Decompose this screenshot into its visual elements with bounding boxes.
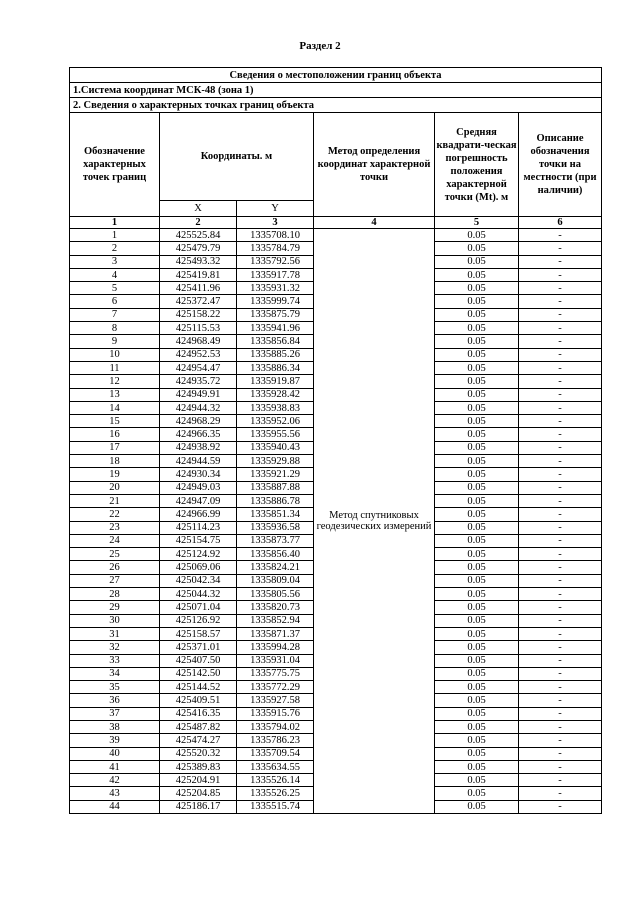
point-number: 10 bbox=[70, 348, 160, 361]
description: - bbox=[519, 348, 602, 361]
coord-x: 424954.47 bbox=[160, 361, 237, 374]
accuracy: 0.05 bbox=[435, 481, 519, 494]
coord-y: 1335772.29 bbox=[237, 681, 314, 694]
accuracy: 0.05 bbox=[435, 308, 519, 321]
point-number: 39 bbox=[70, 734, 160, 747]
accuracy: 0.05 bbox=[435, 348, 519, 361]
point-number: 8 bbox=[70, 322, 160, 335]
point-number: 16 bbox=[70, 428, 160, 441]
coord-y: 1335917.78 bbox=[237, 268, 314, 281]
boundary-points-table bbox=[69, 67, 602, 814]
coord-x: 425042.34 bbox=[160, 574, 237, 587]
description: - bbox=[519, 481, 602, 494]
header-point: Обозначение характерных точек границ bbox=[70, 113, 160, 217]
description: - bbox=[519, 747, 602, 760]
coord-system-label: 1.Система координат МСК-48 (зона 1) bbox=[70, 83, 602, 98]
coord-y: 1335929.88 bbox=[237, 455, 314, 468]
coord-y: 1335820.73 bbox=[237, 601, 314, 614]
coord-x: 425372.47 bbox=[160, 295, 237, 308]
description: - bbox=[519, 255, 602, 268]
coord-x: 425158.22 bbox=[160, 308, 237, 321]
accuracy: 0.05 bbox=[435, 681, 519, 694]
column-number: 4 bbox=[314, 217, 435, 229]
description: - bbox=[519, 335, 602, 348]
header-y: Y bbox=[237, 201, 314, 217]
accuracy: 0.05 bbox=[435, 667, 519, 680]
description: - bbox=[519, 401, 602, 414]
description: - bbox=[519, 654, 602, 667]
point-number: 13 bbox=[70, 388, 160, 401]
coord-y: 1335875.79 bbox=[237, 308, 314, 321]
accuracy: 0.05 bbox=[435, 561, 519, 574]
coord-x: 424966.35 bbox=[160, 428, 237, 441]
coord-y: 1335871.37 bbox=[237, 627, 314, 640]
description: - bbox=[519, 375, 602, 388]
coord-x: 424947.09 bbox=[160, 494, 237, 507]
description: - bbox=[519, 455, 602, 468]
point-number: 3 bbox=[70, 255, 160, 268]
point-number: 9 bbox=[70, 335, 160, 348]
coord-y: 1335708.10 bbox=[237, 229, 314, 242]
point-number: 15 bbox=[70, 415, 160, 428]
coord-x: 424968.49 bbox=[160, 335, 237, 348]
column-number: 1 bbox=[70, 217, 160, 229]
accuracy: 0.05 bbox=[435, 494, 519, 507]
coord-y: 1335885.26 bbox=[237, 348, 314, 361]
coord-x: 424952.53 bbox=[160, 348, 237, 361]
coord-x: 425419.81 bbox=[160, 268, 237, 281]
coord-y: 1335852.94 bbox=[237, 614, 314, 627]
point-number: 20 bbox=[70, 481, 160, 494]
coord-y: 1335856.40 bbox=[237, 548, 314, 561]
header-coords: Координаты. м bbox=[160, 113, 314, 201]
accuracy: 0.05 bbox=[435, 720, 519, 733]
point-number: 35 bbox=[70, 681, 160, 694]
accuracy: 0.05 bbox=[435, 760, 519, 773]
description: - bbox=[519, 494, 602, 507]
coord-x: 425411.96 bbox=[160, 282, 237, 295]
coord-y: 1335886.78 bbox=[237, 494, 314, 507]
coord-y: 1335856.84 bbox=[237, 335, 314, 348]
accuracy: 0.05 bbox=[435, 747, 519, 760]
coord-x: 425204.85 bbox=[160, 787, 237, 800]
table-row bbox=[70, 229, 602, 242]
header-error: Средняя квадрати-ческая погрешность положения характерной точки (Mt). м bbox=[435, 113, 519, 217]
subsection-label: 2. Сведения о характерных точках границ объекта bbox=[70, 98, 602, 113]
description: - bbox=[519, 681, 602, 694]
point-number: 40 bbox=[70, 747, 160, 760]
coord-y: 1335775.75 bbox=[237, 667, 314, 680]
point-number: 22 bbox=[70, 508, 160, 521]
accuracy: 0.05 bbox=[435, 295, 519, 308]
coord-x: 425124.92 bbox=[160, 548, 237, 561]
coord-y: 1335921.29 bbox=[237, 468, 314, 481]
point-number: 29 bbox=[70, 601, 160, 614]
coord-x: 425409.51 bbox=[160, 694, 237, 707]
accuracy: 0.05 bbox=[435, 707, 519, 720]
accuracy: 0.05 bbox=[435, 614, 519, 627]
table-title: Сведения о местоположении границ объекта bbox=[70, 68, 602, 83]
description: - bbox=[519, 800, 602, 813]
description: - bbox=[519, 548, 602, 561]
accuracy: 0.05 bbox=[435, 774, 519, 787]
coord-x: 425371.01 bbox=[160, 641, 237, 654]
description: - bbox=[519, 415, 602, 428]
coord-y: 1335931.04 bbox=[237, 654, 314, 667]
column-number: 3 bbox=[237, 217, 314, 229]
accuracy: 0.05 bbox=[435, 468, 519, 481]
accuracy: 0.05 bbox=[435, 401, 519, 414]
coord-x: 425389.83 bbox=[160, 760, 237, 773]
coord-y: 1335824.21 bbox=[237, 561, 314, 574]
point-number: 31 bbox=[70, 627, 160, 640]
accuracy: 0.05 bbox=[435, 229, 519, 242]
coord-x: 425071.04 bbox=[160, 601, 237, 614]
coord-x: 425069.06 bbox=[160, 561, 237, 574]
coord-x: 425126.92 bbox=[160, 614, 237, 627]
accuracy: 0.05 bbox=[435, 588, 519, 601]
coord-x: 424944.32 bbox=[160, 401, 237, 414]
point-number: 25 bbox=[70, 548, 160, 561]
point-number: 19 bbox=[70, 468, 160, 481]
accuracy: 0.05 bbox=[435, 641, 519, 654]
header-method: Метод определения координат характерной точки bbox=[314, 113, 435, 217]
point-number: 2 bbox=[70, 242, 160, 255]
point-number: 24 bbox=[70, 534, 160, 547]
coord-y: 1335927.58 bbox=[237, 694, 314, 707]
accuracy: 0.05 bbox=[435, 428, 519, 441]
coord-y: 1335940.43 bbox=[237, 441, 314, 454]
coord-y: 1335952.06 bbox=[237, 415, 314, 428]
coord-x: 425154.75 bbox=[160, 534, 237, 547]
coord-x: 425474.27 bbox=[160, 734, 237, 747]
coord-x: 425416.35 bbox=[160, 707, 237, 720]
point-number: 27 bbox=[70, 574, 160, 587]
coord-x: 424966.99 bbox=[160, 508, 237, 521]
coord-y: 1335955.56 bbox=[237, 428, 314, 441]
description: - bbox=[519, 468, 602, 481]
accuracy: 0.05 bbox=[435, 534, 519, 547]
coord-x: 424930.34 bbox=[160, 468, 237, 481]
point-number: 26 bbox=[70, 561, 160, 574]
description: - bbox=[519, 428, 602, 441]
description: - bbox=[519, 720, 602, 733]
coord-y: 1335709.54 bbox=[237, 747, 314, 760]
point-number: 18 bbox=[70, 455, 160, 468]
description: - bbox=[519, 521, 602, 534]
description: - bbox=[519, 308, 602, 321]
coord-y: 1335931.32 bbox=[237, 282, 314, 295]
description: - bbox=[519, 229, 602, 242]
coord-y: 1335886.34 bbox=[237, 361, 314, 374]
point-number: 6 bbox=[70, 295, 160, 308]
point-number: 33 bbox=[70, 654, 160, 667]
accuracy: 0.05 bbox=[435, 361, 519, 374]
point-number: 32 bbox=[70, 641, 160, 654]
coord-y: 1335792.56 bbox=[237, 255, 314, 268]
point-number: 30 bbox=[70, 614, 160, 627]
coord-x: 425186.17 bbox=[160, 800, 237, 813]
coord-y: 1335786.23 bbox=[237, 734, 314, 747]
point-number: 1 bbox=[70, 229, 160, 242]
coord-y: 1335999.74 bbox=[237, 295, 314, 308]
coord-y: 1335784.79 bbox=[237, 242, 314, 255]
section-title: Раздел 2 bbox=[299, 40, 341, 52]
point-number: 28 bbox=[70, 588, 160, 601]
description: - bbox=[519, 361, 602, 374]
coord-x: 425142.50 bbox=[160, 667, 237, 680]
column-number: 5 bbox=[435, 217, 519, 229]
coord-y: 1335936.58 bbox=[237, 521, 314, 534]
description: - bbox=[519, 641, 602, 654]
point-number: 7 bbox=[70, 308, 160, 321]
coord-x: 425479.79 bbox=[160, 242, 237, 255]
description: - bbox=[519, 441, 602, 454]
coord-y: 1335526.25 bbox=[237, 787, 314, 800]
coord-y: 1335873.77 bbox=[237, 534, 314, 547]
coord-x: 425044.32 bbox=[160, 588, 237, 601]
header-description: Описание обозначения точки на местности (при наличии) bbox=[519, 113, 602, 217]
point-number: 36 bbox=[70, 694, 160, 707]
accuracy: 0.05 bbox=[435, 455, 519, 468]
description: - bbox=[519, 242, 602, 255]
accuracy: 0.05 bbox=[435, 415, 519, 428]
coord-y: 1335887.88 bbox=[237, 481, 314, 494]
description: - bbox=[519, 694, 602, 707]
accuracy: 0.05 bbox=[435, 627, 519, 640]
coord-y: 1335994.28 bbox=[237, 641, 314, 654]
point-number: 21 bbox=[70, 494, 160, 507]
point-number: 11 bbox=[70, 361, 160, 374]
coord-x: 425525.84 bbox=[160, 229, 237, 242]
coord-x: 424949.91 bbox=[160, 388, 237, 401]
point-number: 41 bbox=[70, 760, 160, 773]
description: - bbox=[519, 295, 602, 308]
accuracy: 0.05 bbox=[435, 654, 519, 667]
point-number: 34 bbox=[70, 667, 160, 680]
coord-x: 425487.82 bbox=[160, 720, 237, 733]
coord-x: 425407.50 bbox=[160, 654, 237, 667]
coord-y: 1335938.83 bbox=[237, 401, 314, 414]
accuracy: 0.05 bbox=[435, 441, 519, 454]
accuracy: 0.05 bbox=[435, 388, 519, 401]
coord-x: 425114.23 bbox=[160, 521, 237, 534]
description: - bbox=[519, 388, 602, 401]
coord-y: 1335634.55 bbox=[237, 760, 314, 773]
point-number: 44 bbox=[70, 800, 160, 813]
coord-y: 1335915.76 bbox=[237, 707, 314, 720]
accuracy: 0.05 bbox=[435, 800, 519, 813]
column-number: 6 bbox=[519, 217, 602, 229]
accuracy: 0.05 bbox=[435, 694, 519, 707]
description: - bbox=[519, 534, 602, 547]
description: - bbox=[519, 760, 602, 773]
accuracy: 0.05 bbox=[435, 601, 519, 614]
description: - bbox=[519, 574, 602, 587]
coord-x: 425115.53 bbox=[160, 322, 237, 335]
accuracy: 0.05 bbox=[435, 734, 519, 747]
coord-y: 1335526.14 bbox=[237, 774, 314, 787]
coord-y: 1335515.74 bbox=[237, 800, 314, 813]
coord-y: 1335851.34 bbox=[237, 508, 314, 521]
coord-y: 1335941.96 bbox=[237, 322, 314, 335]
description: - bbox=[519, 282, 602, 295]
coord-y: 1335919.87 bbox=[237, 375, 314, 388]
coord-x: 425144.52 bbox=[160, 681, 237, 694]
point-number: 42 bbox=[70, 774, 160, 787]
coord-x: 424968.29 bbox=[160, 415, 237, 428]
description: - bbox=[519, 601, 602, 614]
description: - bbox=[519, 588, 602, 601]
description: - bbox=[519, 734, 602, 747]
description: - bbox=[519, 627, 602, 640]
coord-y: 1335794.02 bbox=[237, 720, 314, 733]
coord-x: 424935.72 bbox=[160, 375, 237, 388]
accuracy: 0.05 bbox=[435, 335, 519, 348]
description: - bbox=[519, 707, 602, 720]
accuracy: 0.05 bbox=[435, 521, 519, 534]
point-number: 38 bbox=[70, 720, 160, 733]
accuracy: 0.05 bbox=[435, 322, 519, 335]
description: - bbox=[519, 667, 602, 680]
accuracy: 0.05 bbox=[435, 787, 519, 800]
description: - bbox=[519, 508, 602, 521]
coord-x: 424949.03 bbox=[160, 481, 237, 494]
accuracy: 0.05 bbox=[435, 268, 519, 281]
accuracy: 0.05 bbox=[435, 242, 519, 255]
column-number: 2 bbox=[160, 217, 237, 229]
coord-y: 1335809.04 bbox=[237, 574, 314, 587]
description: - bbox=[519, 787, 602, 800]
coord-x: 425158.57 bbox=[160, 627, 237, 640]
accuracy: 0.05 bbox=[435, 375, 519, 388]
accuracy: 0.05 bbox=[435, 255, 519, 268]
point-number: 14 bbox=[70, 401, 160, 414]
accuracy: 0.05 bbox=[435, 508, 519, 521]
coord-y: 1335805.56 bbox=[237, 588, 314, 601]
coord-x: 425204.91 bbox=[160, 774, 237, 787]
point-number: 23 bbox=[70, 521, 160, 534]
accuracy: 0.05 bbox=[435, 574, 519, 587]
point-number: 17 bbox=[70, 441, 160, 454]
coord-x: 425520.32 bbox=[160, 747, 237, 760]
accuracy: 0.05 bbox=[435, 548, 519, 561]
accuracy: 0.05 bbox=[435, 282, 519, 295]
coord-x: 424938.92 bbox=[160, 441, 237, 454]
description: - bbox=[519, 561, 602, 574]
point-number: 12 bbox=[70, 375, 160, 388]
method-cell: Метод спутниковых геодезических измерений bbox=[314, 229, 435, 814]
coord-x: 425493.32 bbox=[160, 255, 237, 268]
point-number: 43 bbox=[70, 787, 160, 800]
coord-x: 424944.59 bbox=[160, 455, 237, 468]
description: - bbox=[519, 268, 602, 281]
coord-y: 1335928.42 bbox=[237, 388, 314, 401]
header-x: X bbox=[160, 201, 237, 217]
point-number: 37 bbox=[70, 707, 160, 720]
description: - bbox=[519, 614, 602, 627]
point-number: 4 bbox=[70, 268, 160, 281]
point-number: 5 bbox=[70, 282, 160, 295]
description: - bbox=[519, 774, 602, 787]
description: - bbox=[519, 322, 602, 335]
